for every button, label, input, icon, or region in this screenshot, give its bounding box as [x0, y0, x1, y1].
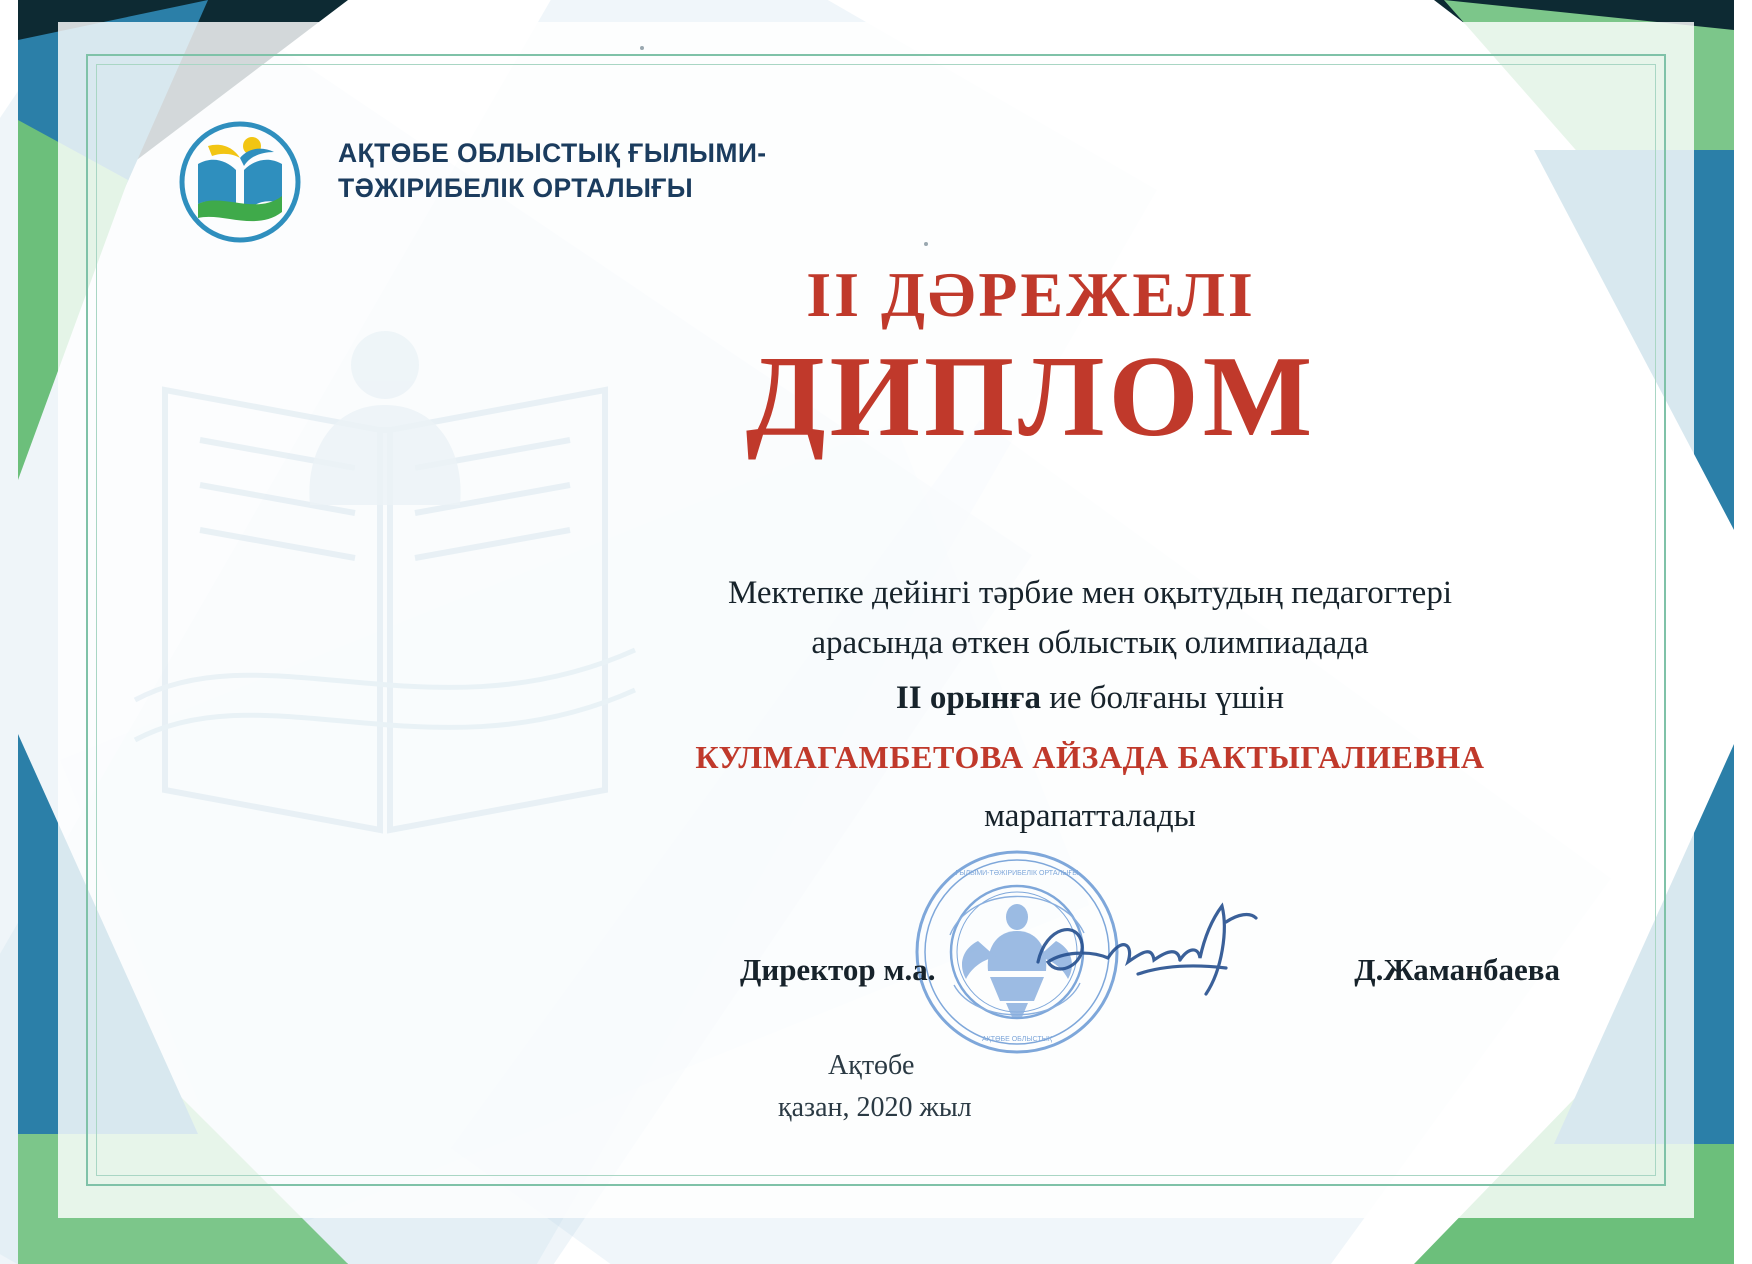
scan-speck — [640, 46, 644, 50]
diploma-degree-title: ІІ ДӘРЕЖЕЛІ — [806, 259, 1256, 330]
issue-date: қазан, 2020 жыл — [778, 1092, 972, 1123]
svg-text:АҚТӨБЕ ОБЛЫСТЫҚ: АҚТӨБЕ ОБЛЫСТЫҚ — [982, 1036, 1052, 1043]
rank-line — [620, 680, 1560, 717]
signatory-name: Д.Жаманбаева — [1354, 952, 1560, 987]
signature-row — [740, 952, 1560, 988]
issue-place: Ақтөбе — [828, 1050, 915, 1081]
body-line-1: Мектепке дейінгі тәрбие мен оқытудың педагогтері — [727, 575, 1452, 611]
recipient-name: КУЛМАГАМБЕТОВА АЙЗАДА БАКТЫГАЛИЕВНА — [695, 738, 1485, 775]
diploma-main-title: ДИПЛОМ — [745, 333, 1317, 461]
awarded-label: марапатталады — [984, 797, 1196, 834]
organization-logo-icon — [178, 120, 302, 244]
body-line-2: арасында өткен облыстық олимпиадада — [811, 624, 1369, 661]
signatory-role: Директор м.а. — [740, 952, 936, 987]
organization-name: АҚТӨБЕ ОБЛЫСТЫҚ ҒЫЛЫМИ-ТӘЖІРИБЕЛІК ОРТАЛЫҒЫ — [338, 138, 767, 204]
diploma-body — [620, 570, 1560, 835]
rank-value: ІІ орынға — [895, 679, 1041, 716]
scan-speck — [924, 242, 928, 246]
svg-text:ҒЫЛЫМИ-ТӘЖІРИБЕЛІК ОРТАЛЫҒЫ: ҒЫЛЫМИ-ТӘЖІРИБЕЛІК ОРТАЛЫҒЫ — [955, 870, 1079, 877]
rank-suffix: ие болғаны үшін — [1040, 679, 1285, 716]
